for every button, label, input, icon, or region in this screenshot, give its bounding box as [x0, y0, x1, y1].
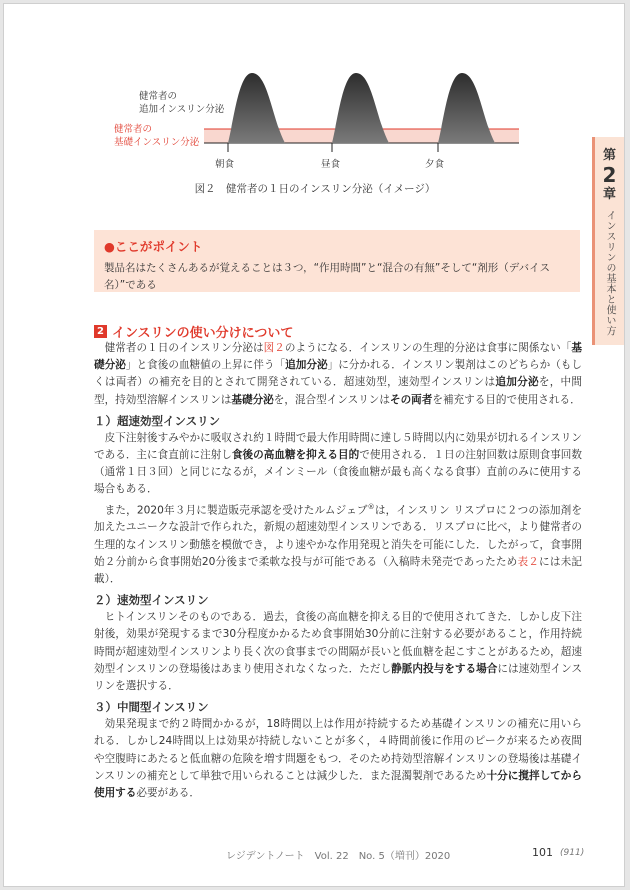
page [3, 3, 625, 887]
key-point-box [94, 230, 580, 292]
footer-journal-info: レジデントノート Vol. 22 No. 5（増刊）2020 [226, 851, 451, 862]
additional-label-line2: 追加インスリン分泌 [139, 104, 225, 115]
page-number: 101 [532, 846, 553, 859]
meal-label-dinner: 夕食 [425, 159, 445, 170]
subheading-rapid-acting: １）超速効型インスリン [94, 413, 221, 428]
key-point-title: ●ここがポイント [104, 239, 203, 254]
figure-caption: 図２ 健常者の１日のインスリン分泌（イメージ） [194, 183, 436, 195]
table-2-reference: 表２ [517, 555, 540, 568]
basal-label-line2: 基礎インスリン分泌 [114, 137, 200, 148]
meal-label-lunch: 昼食 [321, 159, 341, 170]
insulin-secretion-figure [104, 59, 524, 179]
short-acting-paragraph: ヒトインスリンそのものである．過去，食後の高血糖を抑える目的で使用されてきた．しかし皮下注射後，効果が発現するまで30分程度かかるため食事開始30分前に注射する必要があること，作用持続時間が超速効型インスリンより長く次の食事までの間隔が長いと低血糖を起こすことがあるため，超速効型インスリンの登場後はあまり使用されなくなった．ただし静脈内投与をする場合には速効型インスリンを選択する． [94, 611, 582, 692]
chapter-side-tab [592, 137, 624, 345]
intermediate-acting-paragraph: 効果発現まで約２時間かかるが，18時間以上は作用が持続するため基礎インスリンの補充に用いられる．しかし24時間以上は効果が持続しないことが多く，４時間前後に作用のピークが来るため夜間や空腹時にあたると低血糖の危険を増す問題をもつ．そのため持効型溶解インスリンの登場後は基礎インスリンの補充として単独で用いられることは減少した．また混濁製剤であるため十分に撹拌してから使用する必要がある． [94, 718, 583, 799]
section-title: インスリンの使い分けについて [112, 326, 294, 341]
rapid-acting-paragraph-2: また，2020年３月に製造販売承認を受けたルムジェブ®は，インスリン リスプロに２つの添加剤を加えたユニークな設計で作られた，新規の超速効型インスリンである．リスプロに比べ，より健常者の生理的なインスリン動態を模倣でき，より速やかな作用発現と消失を可能にした．したがって，食事開始２分前から食事開始20分後まで柔軟な投与が可能である（入稿時未発売であったため表２には未記載）． [94, 502, 583, 585]
figure-2-reference: 図２ [263, 342, 285, 354]
chapter-suffix: 章 [602, 187, 616, 202]
chapter-title: インスリンの基本と使い方 [604, 210, 615, 336]
additional-label-line1: 健常者の [139, 91, 178, 102]
intro-paragraph: 健常者の１日のインスリン分泌は図２のようになる．インスリンの生理的分泌は食事に関係ない「基礎分泌」と食後の血糖値の上昇に伴う「追加分泌」に分かれる．インスリン製剤はこのどちらか（もしくは両者）の補充を目的とされて開発されている．超速効型，速効型インスリンは追加分泌を，中間型，持効型溶解インスリンは基礎分泌を，混合型インスリンはその両者を補充する目的で使用される． [94, 342, 583, 406]
lunch-secretion-peak [332, 73, 389, 143]
section-number-badge: 2 [94, 325, 107, 338]
article-body [94, 340, 582, 802]
chapter-label [595, 147, 624, 203]
section-heading [94, 322, 293, 341]
dinner-secretion-peak [438, 73, 495, 143]
chapter-prefix: 第 [602, 148, 616, 163]
subheading-intermediate-acting: ３）中間型インスリン [94, 700, 209, 715]
original-page-number: (911) [560, 848, 585, 858]
meal-label-breakfast: 朝食 [215, 159, 235, 170]
rapid-acting-paragraph-1: 皮下注射後すみやかに吸収され約１時間で最大作用時間に達し５時間以内に効果が切れるインスリンである．主に食直前に注射し食後の高血糖を抑える目的で使用される．１日の注射回数は原則食事回数（通常１日３回）と同じになるが，メインミール（食後血糖が最も高くなる食事）直前のみに使用する場合もある． [94, 431, 583, 496]
breakfast-secretion-peak [228, 73, 285, 143]
chapter-number: 2 [602, 163, 617, 187]
subheading-short-acting: ２）速効型インスリン [94, 593, 209, 608]
basal-label-line1: 健常者の [114, 124, 153, 135]
key-point-text: 製品名はたくさんあるが覚えることは３つ，“作用時間”と“混合の有無”そして“剤形（デバイス名）”である [104, 262, 551, 291]
